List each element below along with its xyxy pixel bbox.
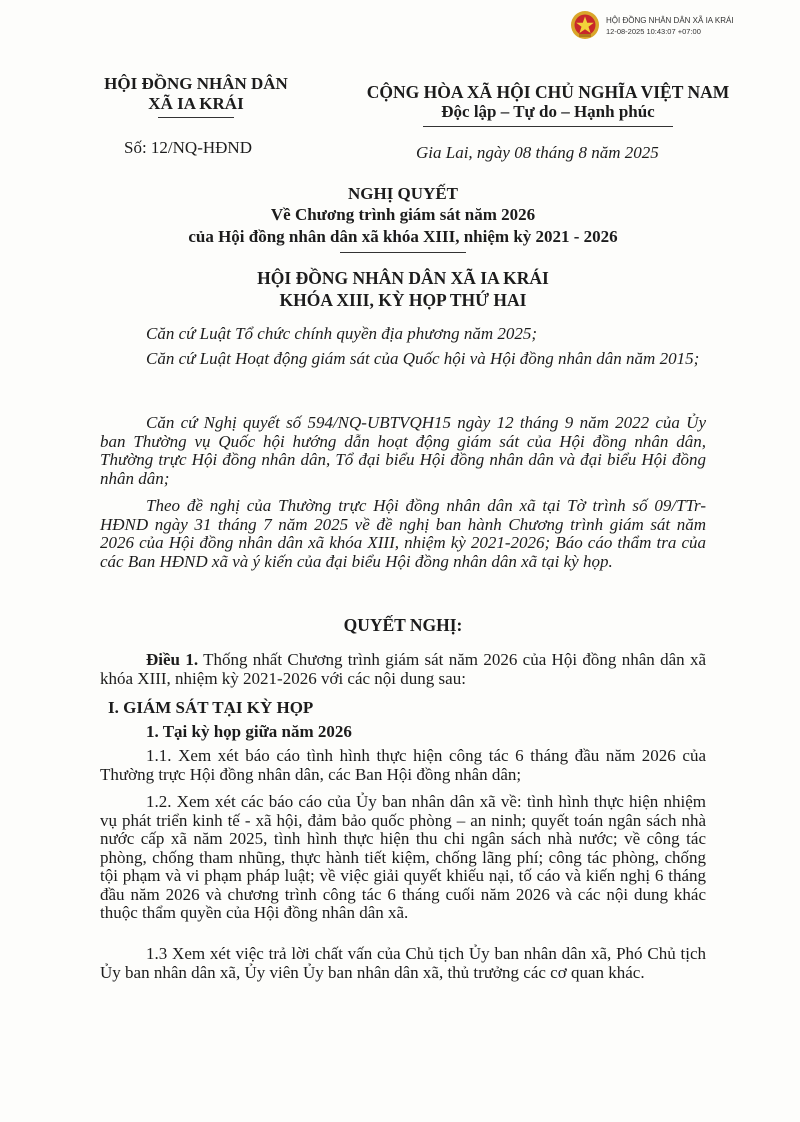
article-1 bbox=[100, 651, 706, 688]
legal-basis-4: Theo đề nghị của Thường trực Hội đồng nhân dân xã tại Tờ trình số 09/TTr-HĐND ngày 31 tháng 7 năm 2025 về đề nghị ban hành Chương trình giám sát năm 2026 của Hội đồng nhân dân xã khóa XIII, nhiệm kỳ 2021-2026; Báo cáo thẩm tra của các Ban HĐND xã và ý kiến của đại biểu Hội đồng nhân dân xã tại kỳ họp. bbox=[100, 496, 706, 571]
issuer-line2: KHÓA XIII, KỲ HỌP THỨ HAI bbox=[279, 290, 527, 310]
article-1-text: Thống nhất Chương trình giám sát năm 2026 của Hội đồng nhân dân xã khóa XIII, nhiệm kỳ 2021-2026 với các nội dung sau: bbox=[100, 650, 706, 688]
item-1-3: 1.3 Xem xét việc trả lời chất vấn của Chủ tịch Ủy ban nhân dân xã, Phó Chủ tịch Ủy ban nhân dân xã, Ủy viên Ủy ban nhân dân xã, thủ trưởng các cơ quan khác. bbox=[100, 944, 706, 982]
item-1-1: 1.1. Xem xét báo cáo tình hình thực hiện công tác 6 tháng đầu năm 2026 của Thường trực Hội đồng nhân dân, các Ban Hội đồng nhân dân; bbox=[100, 746, 706, 784]
document-subject-line2: của Hội đồng nhân dân xã khóa XIII, nhiệm kỳ 2021 - 2026 bbox=[188, 227, 618, 246]
document-number: Số: 12/NQ-HĐND bbox=[124, 138, 252, 157]
signature-signer: HỘI ĐỒNG NHÂN DÂN XÃ IA KRÁI bbox=[606, 16, 734, 25]
country-name: CỘNG HÒA XÃ HỘI CHỦ NGHĨA VIỆT NAM bbox=[366, 82, 730, 102]
legal-basis-2: Căn cứ Luật Hoạt động giám sát của Quốc hội và Hội đồng nhân dân năm 2015; bbox=[146, 349, 700, 368]
article-1-label: Điều 1. bbox=[146, 650, 199, 669]
org-underline bbox=[158, 117, 234, 118]
national-emblem-icon bbox=[570, 10, 600, 40]
legal-basis-1: Căn cứ Luật Tổ chức chính quyền địa phương năm 2025; bbox=[146, 324, 538, 343]
resolve-heading: QUYẾT NGHỊ: bbox=[343, 615, 463, 635]
document-subject-line1: Về Chương trình giám sát năm 2026 bbox=[270, 205, 536, 224]
digital-signature bbox=[570, 10, 795, 42]
signature-timestamp: 12-08-2025 10:43:07 +07:00 bbox=[606, 27, 701, 36]
legal-basis-3: Căn cứ Nghị quyết số 594/NQ-UBTVQH15 ngày 12 tháng 9 năm 2022 của Ủy ban Thường vụ Quốc hội hướng dẫn hoạt động giám sát của Hội đồng nhân dân, Thường trực Hội đồng nhân dân, Tổ đại biểu Hội đồng nhân dân và đại biểu Hội đồng nhân dân; bbox=[100, 413, 706, 488]
place-date: Gia Lai, ngày 08 tháng 8 năm 2025 bbox=[416, 143, 659, 162]
subsection-1-heading: 1. Tại kỳ họp giữa năm 2026 bbox=[146, 722, 352, 741]
national-motto: Độc lập – Tự do – Hạnh phúc bbox=[441, 102, 655, 121]
issuer-line1: HỘI ĐỒNG NHÂN DÂN XÃ IA KRÁI bbox=[257, 268, 549, 288]
section-1-heading: I. GIÁM SÁT TẠI KỲ HỌP bbox=[108, 698, 314, 717]
title-underline bbox=[340, 252, 466, 253]
document-type: NGHỊ QUYẾT bbox=[347, 184, 459, 203]
issuing-org-line1: HỘI ĐỒNG NHÂN DÂN bbox=[104, 74, 288, 93]
issuing-org-line2: XÃ IA KRÁI bbox=[148, 94, 244, 113]
motto-underline bbox=[423, 126, 673, 127]
item-1-2: 1.2. Xem xét các báo cáo của Ủy ban nhân dân xã về: tình hình thực hiện nhiệm vụ phát triển kinh tế - xã hội, đảm bảo quốc phòng – an ninh; quyết toán ngân sách nhà nước cấp xã năm 2025, tình hình thực hiện thu chi ngân sách nhà nước; về công tác phòng, chống tham nhũng, thực hành tiết kiệm, chống lãng phí; công tác phòng, chống tội phạm và vi phạm pháp luật; về việc giải quyết khiếu nại, tố cáo và kiến nghị 6 tháng đầu năm 2026 và chương trình công tác 6 tháng cuối năm 2026 và các nội dung khác thuộc thẩm quyền của Hội đồng nhân dân xã. bbox=[100, 792, 706, 922]
